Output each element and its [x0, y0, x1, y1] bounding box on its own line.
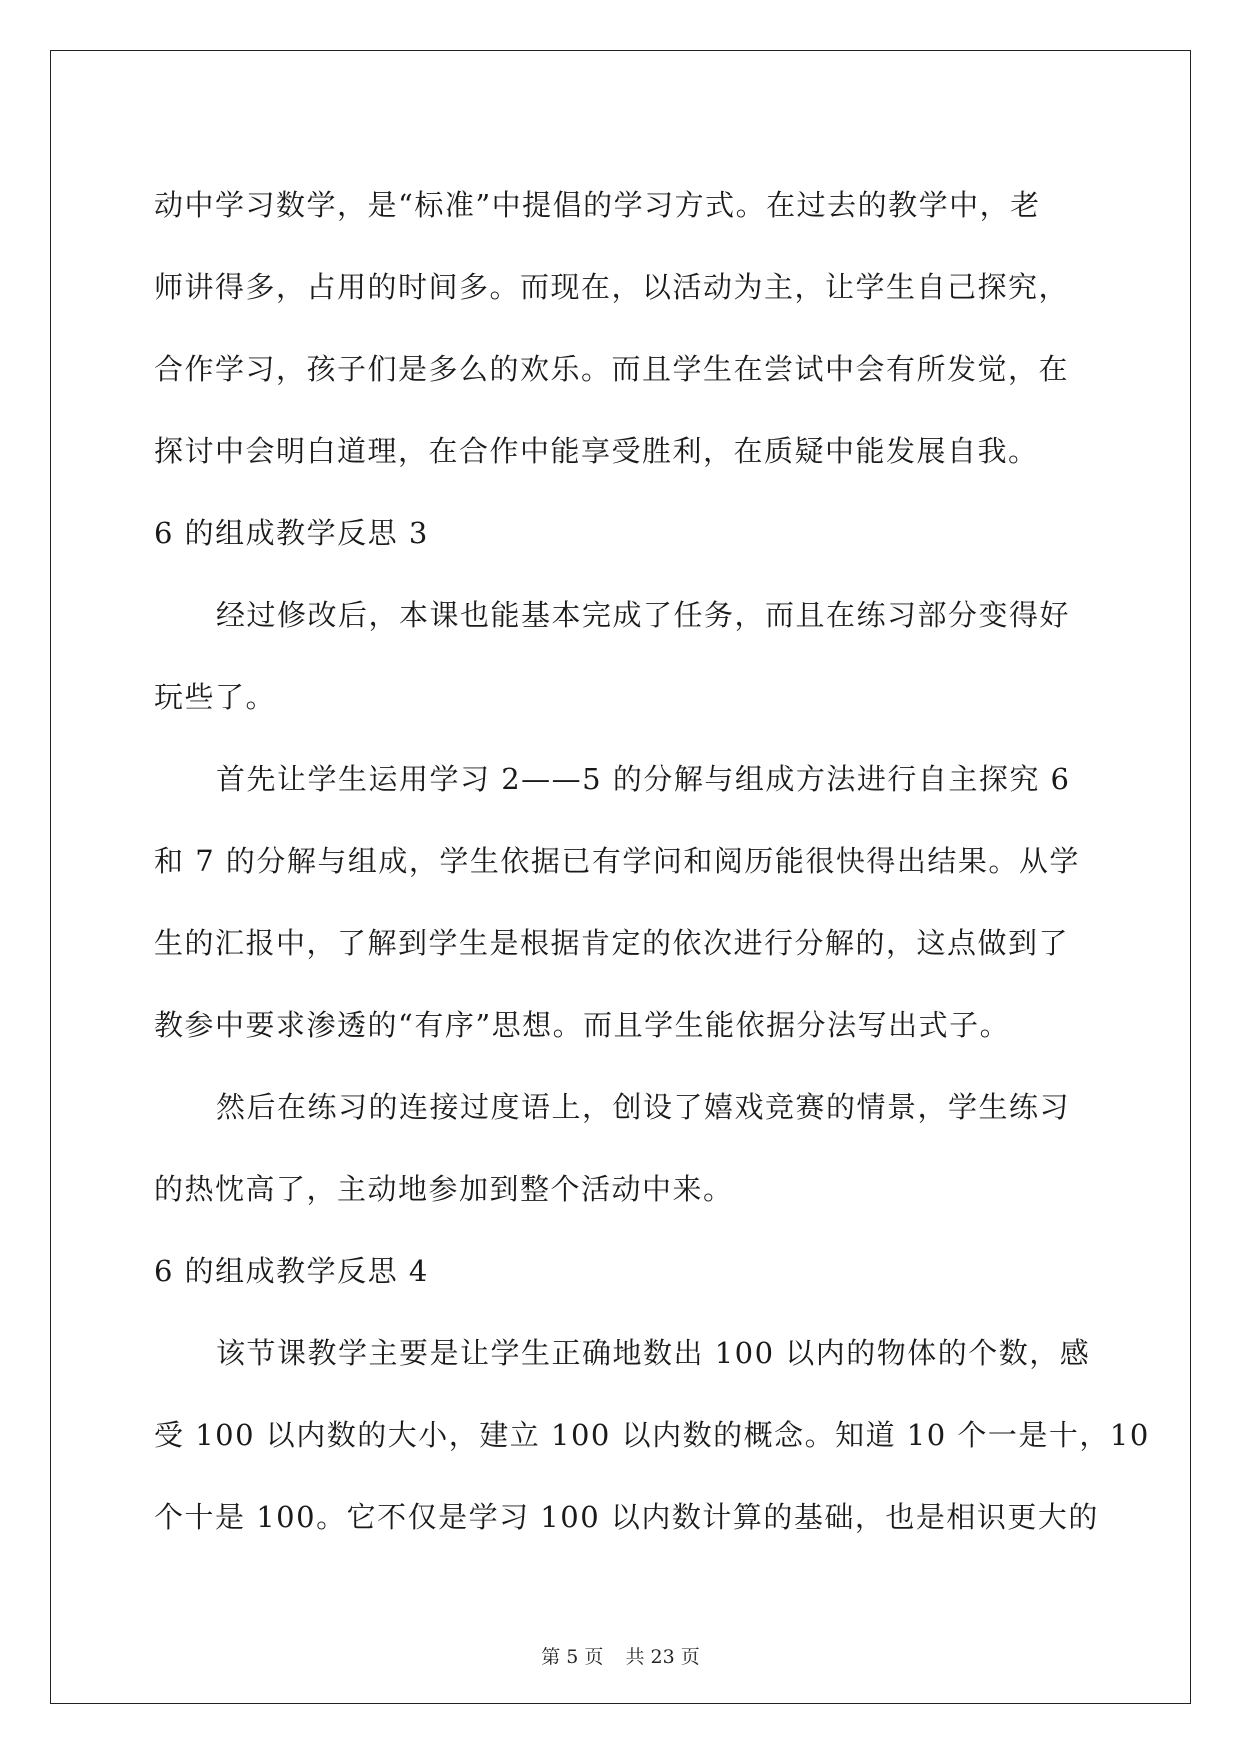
total-pages: 共 23 页 — [625, 1646, 700, 1668]
text-line: 和 7 的分解与组成，学生依据已有学问和阅历能很快得出结果。从学 — [154, 844, 1080, 878]
text-line: 的热忱高了，主动地参加到整个活动中来。 — [154, 1172, 734, 1206]
section-heading: 6 的组成教学反思 4 — [154, 1254, 429, 1288]
text-line: 受 100 以内数的大小，建立 100 以内数的概念。知道 10 个一是十，10 — [154, 1418, 1150, 1452]
text-line: 生的汇报中，了解到学生是根据肯定的依次进行分解的，这点做到了 — [154, 926, 1070, 960]
text-line: 合作学习，孩子们是多么的欢乐。而且学生在尝试中会有所发觉，在 — [154, 352, 1070, 386]
text-line: 教参中要求渗透的“有序”思想。而且学生能依据分法写出式子。 — [154, 1008, 1011, 1042]
text-line: 探讨中会明白道理，在合作中能享受胜利，在质疑中能发展自我。 — [154, 434, 1039, 468]
text-line: 玩些了。 — [154, 680, 277, 714]
text-line: 首先让学生运用学习 2——5 的分解与组成方法进行自主探究 6 — [216, 762, 1071, 796]
text-line: 动中学习数学，是“标准”中提倡的学习方式。在过去的教学中，老 — [154, 188, 1041, 222]
text-line: 该节课教学主要是让学生正确地数出 100 以内的物体的个数，感 — [216, 1336, 1091, 1370]
text-line: 师讲得多，占用的时间多。而现在，以活动为主，让学生自己探究， — [154, 270, 1070, 304]
text-line: 然后在练习的连接过度语上，创设了嬉戏竞赛的情景，学生练习 — [216, 1090, 1071, 1124]
document-body — [154, 164, 1150, 1558]
page-footer — [0, 1642, 1241, 1669]
text-line: 经过修改后，本课也能基本完成了任务，而且在练习部分变得好 — [216, 598, 1071, 632]
page-number: 第 5 页 — [541, 1646, 604, 1668]
section-heading: 6 的组成教学反思 3 — [154, 516, 429, 550]
text-line: 个十是 100。它不仅是学习 100 以内数计算的基础，也是相识更大的 — [154, 1500, 1099, 1534]
